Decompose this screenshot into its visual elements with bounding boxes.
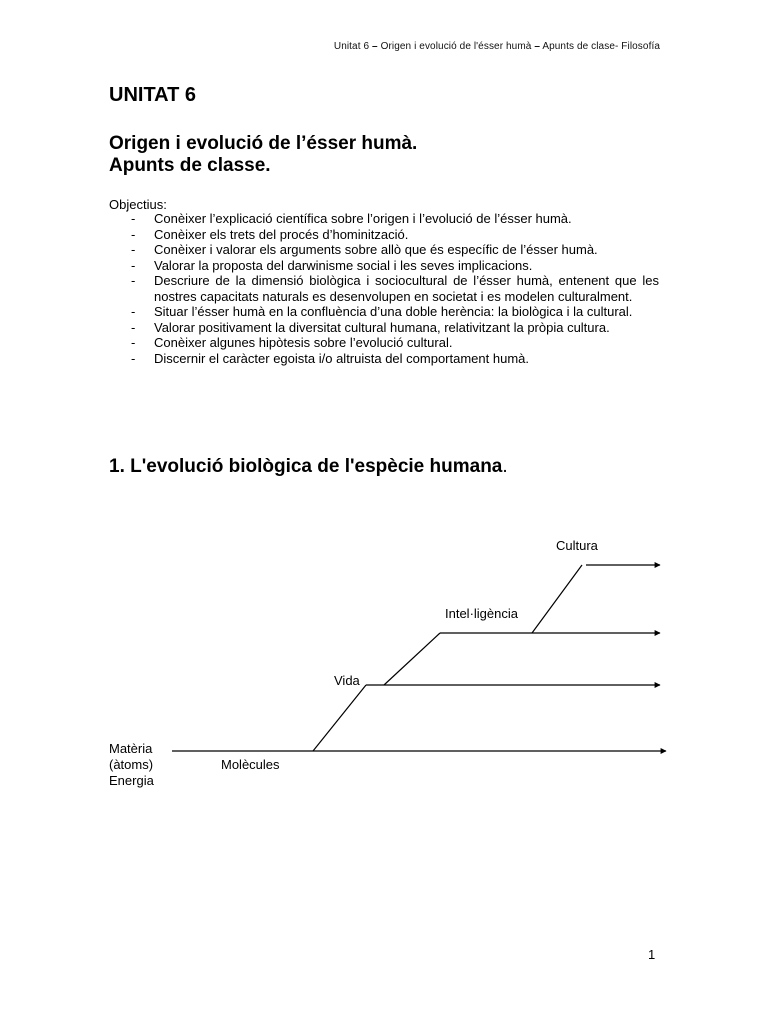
bullet-dash: - xyxy=(131,211,136,226)
materia-label-line-3: Energia xyxy=(109,773,154,788)
bullet-dash: - xyxy=(131,242,136,257)
vida-label: Vida xyxy=(334,673,360,688)
objective-text: Valorar la proposta del darwinisme social i les seves implicacions. xyxy=(154,257,533,273)
objective-text: Discernir el caràcter egoista i/o altruista del comportament humà. xyxy=(154,350,529,366)
running-head-topic: Origen i evolució de l'ésser humà xyxy=(380,41,532,52)
section-title-period: . xyxy=(502,456,508,477)
page-number: 1 xyxy=(648,947,656,962)
objective-text: Conèixer algunes hipòtesis sobre l’evolució cultural. xyxy=(154,335,453,350)
intelligencia-label: Intel·ligència xyxy=(445,606,518,621)
subtitle-line-1: Origen i evolució de l’ésser humà. xyxy=(109,133,418,154)
objectives-label: Objectius: xyxy=(109,197,167,212)
running-head-separator: – xyxy=(372,41,378,52)
objective-text: Descriure de la dimensió biològica i sociocultural de l’ésser humà, entenent que les nostres capacitats naturals es desenvolupen en societat i es modelen culturalment. xyxy=(154,273,659,304)
bullet-dash: - xyxy=(131,319,136,335)
objective-text: Conèixer els trets del procés d’hominització. xyxy=(154,226,409,242)
materia-label-line-2: (àtoms) xyxy=(109,757,154,772)
running-head-course: Apunts de clase- Filosofía xyxy=(542,41,660,52)
vida-branch xyxy=(313,685,366,751)
materia-label-line-1: Matèria xyxy=(109,741,153,756)
cultura-branch xyxy=(532,565,582,633)
bullet-dash: - xyxy=(131,304,136,319)
unit-title: UNITAT 6 xyxy=(109,84,197,106)
intelligencia-branch xyxy=(384,633,440,685)
section-title-text: 1. L'evolució biològica de l'espècie humana xyxy=(109,456,503,477)
objective-text: Situar l’ésser humà en la confluència d’una doble herència: la biològica i la cultural. xyxy=(154,304,633,319)
running-head-unit: Unitat 6 xyxy=(333,41,370,52)
bullet-dash: - xyxy=(131,273,136,288)
bullet-dash: - xyxy=(131,257,136,273)
subtitle-line-2: Apunts de classe. xyxy=(109,155,271,176)
bullet-dash: - xyxy=(131,350,136,366)
objective-text: Conèixer l’explicació científica sobre l’origen i l’evolució de l’ésser humà. xyxy=(154,211,572,226)
bullet-dash: - xyxy=(131,335,136,350)
bullet-dash: - xyxy=(131,226,136,242)
objective-text: Valorar positivament la diversitat cultural humana, relativitzant la pròpia cultura. xyxy=(154,319,610,335)
objective-text: Conèixer i valorar els arguments sobre allò que és específic de l’ésser humà. xyxy=(154,242,598,257)
cultura-label: Cultura xyxy=(556,538,598,553)
molecules-label: Molècules xyxy=(221,757,280,772)
running-head-separator: – xyxy=(534,41,540,52)
materia-label xyxy=(109,741,154,789)
